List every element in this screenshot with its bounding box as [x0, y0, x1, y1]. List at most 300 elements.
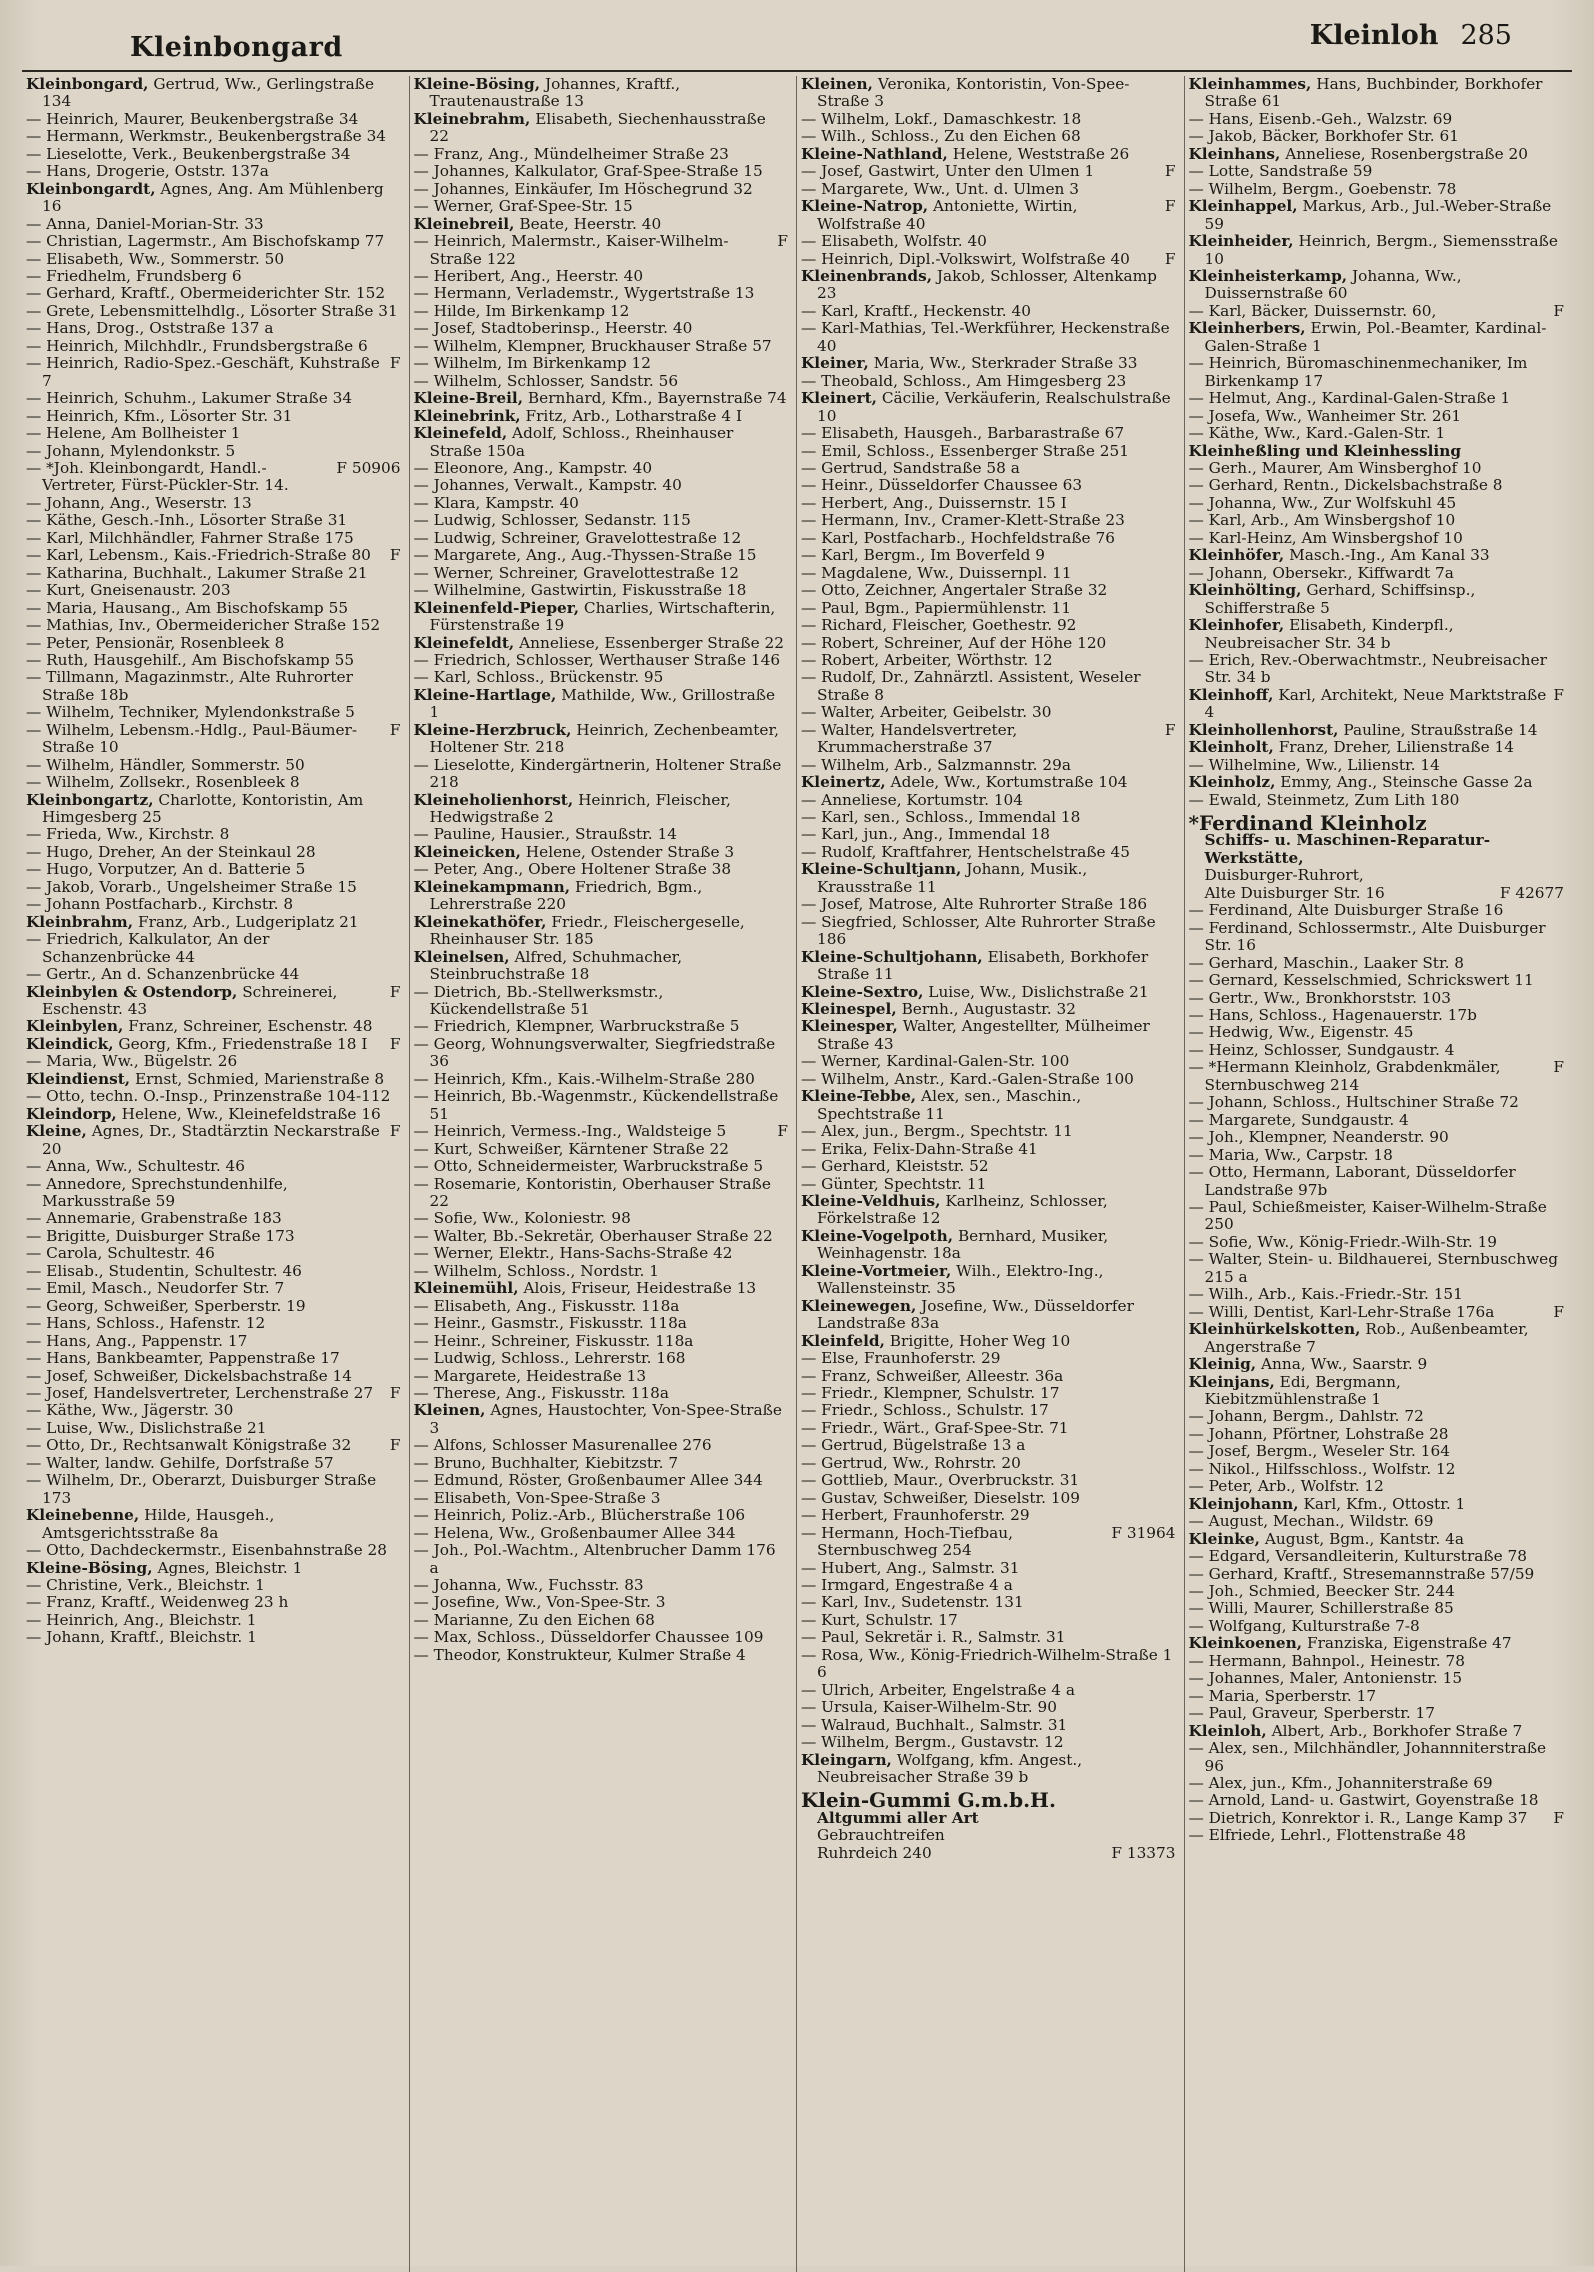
listing-entry — [801, 844, 1176, 861]
entry-text: Georg, Kfm., Friedenstraße 18 I — [118, 1034, 368, 1053]
entry-text: — Wilhelmine, Ww., Lilienstr. 14 — [1188, 755, 1440, 774]
listing-entry — [26, 722, 401, 757]
listing-entry — [26, 1542, 401, 1559]
entry-text: — Elisabeth, Hausgeh., Barbarastraße 67 — [801, 424, 1125, 443]
entry-text: — Hubert, Ang., Salmstr. 31 — [801, 1558, 1020, 1577]
listing-entry — [801, 512, 1176, 529]
entry-text: Elisabeth, Siechenhausstraße 22 — [429, 109, 766, 146]
entry-text: Maria, Ww., Sterkrader Straße 33 — [873, 354, 1138, 373]
advertisement — [1188, 811, 1565, 902]
entry-text: — Hermann, Werkmstr., Beukenbergstraße 34 — [26, 127, 387, 146]
listing-entry — [26, 1018, 401, 1035]
entry-text: — Jakob, Bäcker, Borkhofer Str. 61 — [1188, 127, 1459, 146]
entry-text: — Walter, Stein- u. Bildhauerei, Sternbuschweg 215 a — [1188, 1250, 1559, 1286]
listing-entry — [1189, 355, 1565, 390]
entry-text: — Walter, landw. Gehilfe, Dorfstraße 57 — [26, 1453, 334, 1472]
listing-entry — [414, 146, 789, 163]
listing-entry — [26, 1176, 401, 1211]
entry-text: — Gerhard, Kraftf., Stresemannstraße 57/59 — [1188, 1564, 1535, 1583]
page-number: 285 — [1460, 20, 1512, 51]
listing-entry — [414, 879, 789, 914]
listing-entry — [1189, 1304, 1565, 1321]
listing-entry — [26, 512, 401, 529]
listing-entry — [26, 320, 401, 337]
listing-entry — [414, 1210, 789, 1227]
entry-text: — Karl-Mathias, Tel.-Werkführer, Heckenstraße 40 — [801, 319, 1170, 355]
entry-text: Franz, Arb., Ludgeriplatz 21 — [137, 912, 359, 931]
listing-entry — [414, 338, 789, 355]
phone-marker: F — [389, 982, 401, 1001]
entry-text: — Herbert, Fraunhoferstr. 29 — [801, 1506, 1030, 1525]
listing-entry — [801, 1752, 1176, 1787]
entry-text: — Helmut, Ang., Kardinal-Galen-Straße 1 — [1188, 389, 1511, 408]
listing-entry — [26, 390, 401, 407]
entry-text: — Hermann, Inv., Cramer-Klett-Straße 23 — [801, 511, 1125, 530]
entry-text: — Pauline, Hausier., Straußstr. 14 — [413, 825, 677, 844]
listing-entry — [801, 76, 1176, 111]
entry-text: — Ruth, Hausgehilf., Am Bischofskamp 55 — [26, 650, 355, 669]
entry-surname: Kleine-Herzbruck, — [413, 720, 572, 739]
listing-entry — [414, 565, 789, 582]
listing-entry — [1189, 1007, 1565, 1024]
entry-text: Heinrich, Fleischer, Hedwigstraße 2 — [429, 790, 731, 827]
entry-surname: Kleinherbers, — [1188, 319, 1306, 338]
listing-entry — [414, 425, 789, 460]
entry-text: Wolfgang, kfm. Angest., Neubreisacher Straße 39 b — [817, 1750, 1083, 1786]
listing-entry — [1189, 972, 1565, 989]
listing-entry — [26, 774, 401, 791]
entry-surname: Kleinhans, — [1188, 144, 1281, 163]
listing-entry — [414, 233, 789, 268]
entry-text: — Bruno, Buchhalter, Kiebitzstr. 7 — [413, 1453, 679, 1472]
phone-marker: F — [1553, 1808, 1564, 1827]
listing-entry — [26, 704, 401, 721]
listing-entry — [801, 443, 1176, 460]
listing-entry — [1189, 739, 1565, 756]
entry-text: — Elisabeth, Wolfstr. 40 — [801, 232, 987, 251]
listing-entry — [1189, 774, 1565, 791]
entry-surname: Kleinebreil, — [413, 214, 515, 233]
listing-entry — [801, 809, 1176, 826]
entry-text: — Edmund, Röster, Großenbaumer Allee 344 — [413, 1471, 763, 1490]
entry-text: Karl, Architekt, Neue Marktstraße 4 — [1204, 685, 1547, 722]
entry-text: — August, Mechan., Wildstr. 69 — [1188, 1512, 1434, 1531]
entry-text: — Käthe, Ww., Kard.-Galen-Str. 1 — [1188, 424, 1446, 443]
entry-text: Alfred, Schuhmacher, Steinbruchstraße 18 — [429, 947, 683, 984]
listing-entry — [801, 861, 1176, 896]
entry-text: Bernhard, Kfm., Bayernstraße 74 — [527, 389, 787, 408]
entry-text: Hans, Buchbinder, Borkhofer Straße 61 — [1204, 76, 1543, 111]
listing-entry — [414, 861, 789, 878]
entry-text: Fritz, Arb., Lotharstraße 4 I — [525, 406, 742, 425]
entry-text: — Helene, Am Bollheister 1 — [26, 424, 241, 443]
listing-entry — [1189, 530, 1565, 547]
listing-entry — [801, 477, 1176, 494]
listing-entry — [26, 146, 401, 163]
column-1 — [22, 76, 410, 2272]
entry-surname: Kleine-Hartlage, — [413, 685, 557, 704]
listing-entry — [801, 949, 1176, 984]
entry-text: Anneliese, Essenberger Straße 22 — [519, 633, 784, 652]
listing-entry — [414, 355, 789, 372]
listing-entry — [414, 1176, 789, 1211]
header-right-keyword: Kleinloh — [1309, 20, 1439, 51]
listing-entry — [1189, 1356, 1565, 1373]
listing-entry — [26, 984, 401, 1019]
listing-entry — [801, 146, 1176, 163]
entry-surname: Kleinfeld, — [801, 1331, 885, 1350]
listing-entry — [26, 861, 401, 878]
listing-entry — [1189, 757, 1565, 774]
entry-surname: Kleinheider, — [1188, 232, 1294, 251]
listing-entry — [1189, 1670, 1565, 1687]
entry-text: — Hermann, Bahnpol., Heinestr. 78 — [1188, 1651, 1465, 1670]
entry-surname: Kleine-Schultjohann, — [801, 947, 983, 966]
entry-surname: Kleine-Natrop, — [801, 197, 929, 216]
listing-entry — [801, 1734, 1176, 1751]
listing-entry — [414, 1368, 789, 1385]
listing-entry — [801, 495, 1176, 512]
entry-text: — Käthe, Gesch.-Inh., Lösorter Straße 31 — [26, 511, 348, 530]
entry-text: Agnes, Dr., Stadtärztin Neckarstraße 20 — [42, 1122, 380, 1158]
listing-entry — [801, 1682, 1176, 1699]
listing-entry — [1189, 128, 1565, 145]
listing-entry — [1189, 1147, 1565, 1164]
listing-entry — [801, 460, 1176, 477]
listing-entry — [1189, 320, 1565, 355]
entry-text: Rob., Außenbeamter, Angerstraße 7 — [1204, 1320, 1529, 1356]
entry-text: — Karl, Schloss., Brückenstr. 95 — [413, 668, 664, 687]
entry-text: — Wilhelm, Anstr., Kard.-Galen-Straße 100 — [801, 1069, 1134, 1088]
entry-text: Adolf, Schloss., Rheinhauser Straße 150a — [429, 424, 734, 460]
entry-text: Mathilde, Ww., Grillostraße 1 — [429, 685, 776, 722]
listing-entry — [414, 408, 789, 425]
entry-text: — Sofie, Ww., König-Friedr.-Wilh-Str. 19 — [1188, 1232, 1498, 1251]
entry-text: — Margarete, Ang., Aug.-Thyssen-Straße 15 — [413, 546, 757, 565]
entry-text: — Karl, Bäcker, Duissernstr. 60, — [1188, 301, 1437, 320]
entry-text: Franziska, Eigenstraße 47 — [1306, 1634, 1512, 1653]
listing-entry — [1189, 1286, 1565, 1303]
entry-text: Edi, Bergmann, Kiebitzmühlenstraße 1 — [1204, 1372, 1401, 1408]
listing-entry — [801, 1420, 1176, 1437]
entry-text: — Heinr., Düsseldorfer Chaussee 63 — [801, 476, 1083, 495]
entry-surname: Kleinig, — [1188, 1355, 1257, 1374]
entry-text: — Otto, Schneidermeister, Warbruckstraße 5 — [413, 1157, 764, 1176]
listing-entry — [414, 669, 789, 686]
entry-text: Agnes, Haustochter, Von-Spee-Straße 3 — [429, 1401, 782, 1437]
entry-text: Anna, Ww., Saarstr. 9 — [1260, 1355, 1428, 1374]
entry-text: — Ludwig, Schlosser, Sedanstr. 115 — [413, 511, 691, 530]
entry-surname: Kleinen, — [801, 76, 873, 93]
phone-marker: F — [777, 1122, 788, 1141]
entry-text: — Dietrich, Bb.-Stellwerksmstr., Kückendellstraße 51 — [413, 982, 664, 1019]
listing-entry — [414, 1542, 789, 1577]
listing-entry — [1189, 1024, 1565, 1041]
entry-text: — Magdalene, Ww., Duissernpl. 11 — [801, 563, 1072, 582]
entry-text: — Erika, Felix-Dahn-Straße 41 — [801, 1139, 1038, 1158]
entry-text: Alois, Friseur, Heidestraße 13 — [523, 1279, 757, 1298]
listing-entry — [1189, 687, 1565, 722]
listing-entry — [414, 1228, 789, 1245]
listing-entry — [26, 285, 401, 302]
entry-text: — Maria, Ww., Carpstr. 18 — [1188, 1145, 1393, 1164]
entry-surname: Kleinheßling und Kleinhessling — [1188, 441, 1462, 460]
phone-marker: F — [777, 232, 788, 251]
listing-entry — [26, 635, 401, 652]
entry-text: — Grete, Lebensmittelhdlg., Lösorter Straße 31 — [26, 301, 398, 320]
listing-entry — [26, 669, 401, 704]
listing-entry — [414, 268, 789, 285]
listing-entry — [1189, 111, 1565, 128]
entry-text: — Heribert, Ang., Heerstr. 40 — [413, 266, 644, 285]
listing-entry — [801, 1455, 1176, 1472]
entry-text: — Paul, Bgm., Papiermühlenstr. 11 — [801, 598, 1072, 617]
listing-entry — [414, 76, 789, 111]
listing-entry — [26, 163, 401, 180]
listing-entry — [1189, 582, 1565, 617]
listing-entry — [414, 844, 789, 861]
entry-surname: Kleine-Bösing, — [26, 1558, 153, 1577]
entry-text: — Wilhelm, Dr., Oberarzt, Duisburger Straße 173 — [26, 1471, 377, 1507]
entry-surname: Kleineholienhorst, — [413, 790, 574, 809]
entry-text: Helene, Weststraße 26 — [952, 144, 1130, 163]
listing-entry — [26, 251, 401, 268]
listing-entry — [414, 1577, 789, 1594]
entry-text: — Dietrich, Konrektor i. R., Lange Kamp 37 — [1188, 1808, 1528, 1827]
listing-entry — [1189, 198, 1565, 233]
entry-text: — Mathias, Inv., Obermeidericher Straße 152 — [26, 616, 381, 635]
entry-text: — Joh., Schmied, Beecker Str. 244 — [1188, 1581, 1455, 1600]
entry-text: — *Joh. Kleinbongardt, Handl.-Vertreter, Fürst-Pückler-Str. 14. — [26, 458, 289, 495]
entry-text: — Kurt, Gneisenaustr. 203 — [26, 581, 231, 600]
entry-surname: Kleinbongardt, — [26, 179, 156, 198]
entry-text: Elisabeth, Borkhofer Straße 11 — [817, 947, 1149, 984]
entry-text: — Werner, Elektr., Hans-Sachs-Straße 42 — [413, 1244, 733, 1263]
entry-text: — Elfriede, Lehrl., Flottenstraße 48 — [1188, 1826, 1467, 1845]
phone-marker: F — [389, 354, 401, 373]
listing-entry — [26, 1629, 401, 1646]
entry-surname: Kleinbongard, — [26, 76, 149, 93]
listing-entry — [1189, 1094, 1565, 1111]
entry-text: — Rudolf, Kraftfahrer, Hentschelstraße 45 — [801, 842, 1130, 861]
listing-entry — [414, 373, 789, 390]
entry-text: — Tillmann, Magazinmstr., Alte Ruhrorter Straße 18b — [26, 668, 353, 704]
entry-text: — Johannes, Kalkulator, Graf-Spee-Straße 15 — [413, 162, 763, 181]
advertisement — [801, 1788, 1176, 1862]
listing-entry — [801, 565, 1176, 582]
listing-entry — [26, 1437, 401, 1454]
listing-entry — [26, 547, 401, 564]
listing-entry — [26, 1245, 401, 1262]
entry-surname: Kleinenbrands, — [801, 266, 933, 285]
entry-surname: Kleine-Bösing, — [413, 76, 541, 93]
listing-entry — [414, 477, 789, 494]
listing-entry — [801, 722, 1176, 757]
listing-entry — [1189, 1408, 1565, 1425]
listing-entry — [26, 914, 401, 931]
entry-surname: Kleinekathöfer, — [413, 912, 547, 931]
listing-entry — [414, 198, 789, 215]
entry-text: — Hans, Drog., Oststraße 137 a — [26, 319, 274, 338]
listing-entry — [801, 635, 1176, 652]
entry-text: Elisabeth, Kinderpfl., Neubreisacher Str. 34 b — [1204, 616, 1454, 652]
entry-text: — Johann, Mylendonkstr. 5 — [26, 441, 236, 460]
entry-text: — Gerhard, Kleiststr. 52 — [801, 1157, 989, 1176]
entry-text: — Joh., Pol.-Wachtm., Altenbrucher Damm 176 a — [413, 1541, 776, 1577]
listing-entry — [1189, 1478, 1565, 1495]
phone-marker: F — [389, 1034, 401, 1053]
entry-text: — Peter, Ang., Obere Holtener Straße 38 — [413, 860, 732, 879]
entry-surname: Kleinhollenhorst, — [1188, 720, 1339, 739]
entry-text: — Wilhelm, Zollsekr., Rosenbleek 8 — [26, 773, 300, 792]
listing-entry — [414, 1350, 789, 1367]
entry-text: — Maria, Sperberstr. 17 — [1188, 1686, 1377, 1705]
entry-surname: Kleingarn, — [801, 1750, 892, 1769]
listing-entry — [414, 285, 789, 302]
entry-text: — Alex, jun., Bergm., Spechtstr. 11 — [801, 1122, 1073, 1141]
listing-entry — [26, 1560, 401, 1577]
listing-entry — [1189, 495, 1565, 512]
entry-text: — Karl, Arb., Am Winsbergshof 10 — [1188, 511, 1456, 530]
listing-entry — [26, 1472, 401, 1507]
listing-entry — [801, 1717, 1176, 1734]
listing-entry — [414, 757, 789, 792]
listing-entry — [414, 1158, 789, 1175]
entry-surname: Kleinhappel, — [1188, 197, 1298, 216]
listing-entry — [801, 704, 1176, 721]
listing-entry — [801, 355, 1176, 372]
entry-text: — Theobald, Schloss., Am Himgesberg 23 — [801, 371, 1127, 390]
listing-entry — [1189, 477, 1565, 494]
listing-entry — [801, 390, 1176, 425]
entry-text: — Robert, Schreiner, Auf der Höhe 120 — [801, 633, 1107, 652]
listing-entry — [414, 582, 789, 599]
listing-entry — [414, 1385, 789, 1402]
listing-entry — [26, 530, 401, 547]
listing-entry — [801, 1141, 1176, 1158]
entry-text: — Karl, sen., Schloss., Immendal 18 — [801, 808, 1081, 827]
listing-entry — [26, 1158, 401, 1175]
listing-entry — [801, 1228, 1176, 1263]
entry-surname: Kleinesper, — [801, 1017, 898, 1036]
entry-surname: Kleinertz, — [801, 773, 886, 792]
entry-text: — Maria, Hausang., Am Bischofskamp 55 — [26, 598, 349, 617]
entry-text: — Otto, Zeichner, Angertaler Straße 32 — [801, 581, 1108, 600]
entry-text: — Walter, Bb.-Sekretär, Oberhauser Straße 22 — [413, 1226, 773, 1245]
entry-text: — Willi, Maurer, Schillerstraße 85 — [1188, 1599, 1454, 1618]
entry-text: — Wolfgang, Kulturstraße 7-8 — [1188, 1616, 1420, 1635]
listing-entry — [414, 1280, 789, 1297]
entry-text: — Franz, Schweißer, Alleestr. 36a — [801, 1366, 1064, 1385]
listing-entry — [1189, 565, 1565, 582]
listing-entry — [1189, 390, 1565, 407]
listing-entry — [1189, 1129, 1565, 1146]
entry-text: — Heinrich, Büromaschinenmechaniker, Im Birkenkamp 17 — [1188, 354, 1528, 390]
listing-entry — [414, 1490, 789, 1507]
entry-text: — Carola, Schultestr. 46 — [26, 1244, 215, 1263]
entry-surname: Kleinkoenen, — [1188, 1634, 1303, 1653]
entry-text: — Hugo, Vorputzer, An d. Batterie 5 — [26, 860, 306, 879]
column-4 — [1185, 76, 1573, 2272]
entry-text: — Heinrich, Schuhm., Lakumer Straße 34 — [26, 389, 353, 408]
header-left-keyword: Kleinbongard — [130, 32, 343, 63]
entry-text: — Günter, Spechtstr. 11 — [801, 1174, 987, 1193]
entry-text: — Gottlieb, Maur., Overbruckstr. 31 — [801, 1471, 1080, 1490]
entry-text: — Johannes, Verwalt., Kampstr. 40 — [413, 476, 682, 495]
entry-text: — Hans, Schloss., Hafenstr. 12 — [26, 1314, 266, 1333]
entry-text: — Wilhelm, Lebensm.-Hdlg., Paul-Bäumer-Straße 10 — [26, 720, 358, 757]
entry-text: Franz, Dreher, Lilienstraße 14 — [1278, 738, 1515, 757]
listing-entry — [801, 669, 1176, 704]
entry-text: — Johann, Obersekr., Kiffwardt 7a — [1188, 563, 1454, 582]
entry-text: — Kurt, Schweißer, Kärntener Straße 22 — [413, 1139, 729, 1158]
entry-text: — Emil, Masch., Neudorfer Str. 7 — [26, 1279, 285, 1298]
entry-text: — Wilhelm, Arb., Salzmannstr. 29a — [801, 755, 1071, 774]
listing-entry — [414, 1315, 789, 1332]
listing-entry — [1189, 163, 1565, 180]
listing-entry — [414, 652, 789, 669]
entry-text: — Luise, Ww., Dislichstraße 21 — [26, 1418, 267, 1437]
entry-text: — Ferdinand, Schlossermstr., Alte Duisburger Str. 16 — [1188, 918, 1546, 955]
entry-surname: Kleinefeld, — [413, 424, 508, 443]
entry-surname: Kleine-Veldhuis, — [801, 1192, 941, 1210]
phone-marker: F — [1553, 685, 1564, 704]
entry-surname: Kleinebrink, — [413, 406, 521, 425]
entry-surname: Kleinhammes, — [1188, 76, 1312, 93]
listing-entry — [1189, 1566, 1565, 1583]
entry-surname: Kleinbrahm, — [26, 912, 134, 931]
listing-entry — [1189, 1251, 1565, 1286]
entry-text: Heinrich, Zechenbeamter, Holtener Str. 218 — [429, 720, 779, 757]
entry-text: Erwin, Pol.-Beamter, Kardinal-Galen-Straße 1 — [1204, 319, 1547, 355]
ad-address: Alte Duisburger Str. 16 — [1204, 883, 1385, 902]
entry-text: — Johanna, Ww., Fuchsstr. 83 — [413, 1575, 644, 1594]
listing-entry — [1189, 547, 1565, 564]
listing-entry — [801, 1472, 1176, 1489]
listing-entry — [1189, 955, 1565, 972]
phone-marker: F — [1553, 301, 1564, 320]
entry-text: — Josefine, Ww., Von-Spee-Str. 3 — [413, 1593, 666, 1612]
entry-text: — Gertrud, Sandstraße 58 a — [801, 458, 1020, 477]
entry-text: — Joh., Klempner, Neanderstr. 90 — [1188, 1128, 1449, 1147]
listing-entry — [801, 181, 1176, 198]
entry-text: — Heinrich, Vermess.-Ing., Waldsteige 5 — [413, 1122, 727, 1141]
entry-text: — Hilde, Im Birkenkamp 12 — [413, 301, 630, 320]
entry-text: — Karl, Kraftf., Heckenstr. 40 — [801, 301, 1031, 320]
listing-entry — [801, 1507, 1176, 1524]
phone-marker: F — [389, 720, 401, 739]
listing-entry — [801, 652, 1176, 669]
entry-text: — Irmgard, Engestraße 4 a — [801, 1575, 1013, 1594]
entry-text: — Gerhard, Rentn., Dickelsbachstraße 8 — [1188, 476, 1503, 495]
listing-entry — [26, 408, 401, 425]
entry-surname: Kleindienst, — [26, 1069, 131, 1088]
listing-entry — [1189, 1618, 1565, 1635]
listing-entry — [26, 128, 401, 145]
entry-text: Josefine, Ww., Düsseldorfer Landstraße 83a — [817, 1296, 1134, 1333]
entry-surname: Kleinjohann, — [1188, 1494, 1299, 1513]
listing-entry — [801, 617, 1176, 634]
listing-entry — [26, 931, 401, 966]
entry-text: — Sofie, Ww., Koloniestr. 98 — [413, 1209, 631, 1228]
listing-entry — [414, 1245, 789, 1262]
listing-entry — [1189, 1443, 1565, 1460]
listing-entry — [801, 268, 1176, 303]
entry-text: Gertrud, Ww., Gerlingstraße 134 — [42, 76, 375, 111]
listing-entry — [26, 1123, 401, 1158]
listing-entry — [26, 1071, 401, 1088]
listing-entry — [26, 757, 401, 774]
